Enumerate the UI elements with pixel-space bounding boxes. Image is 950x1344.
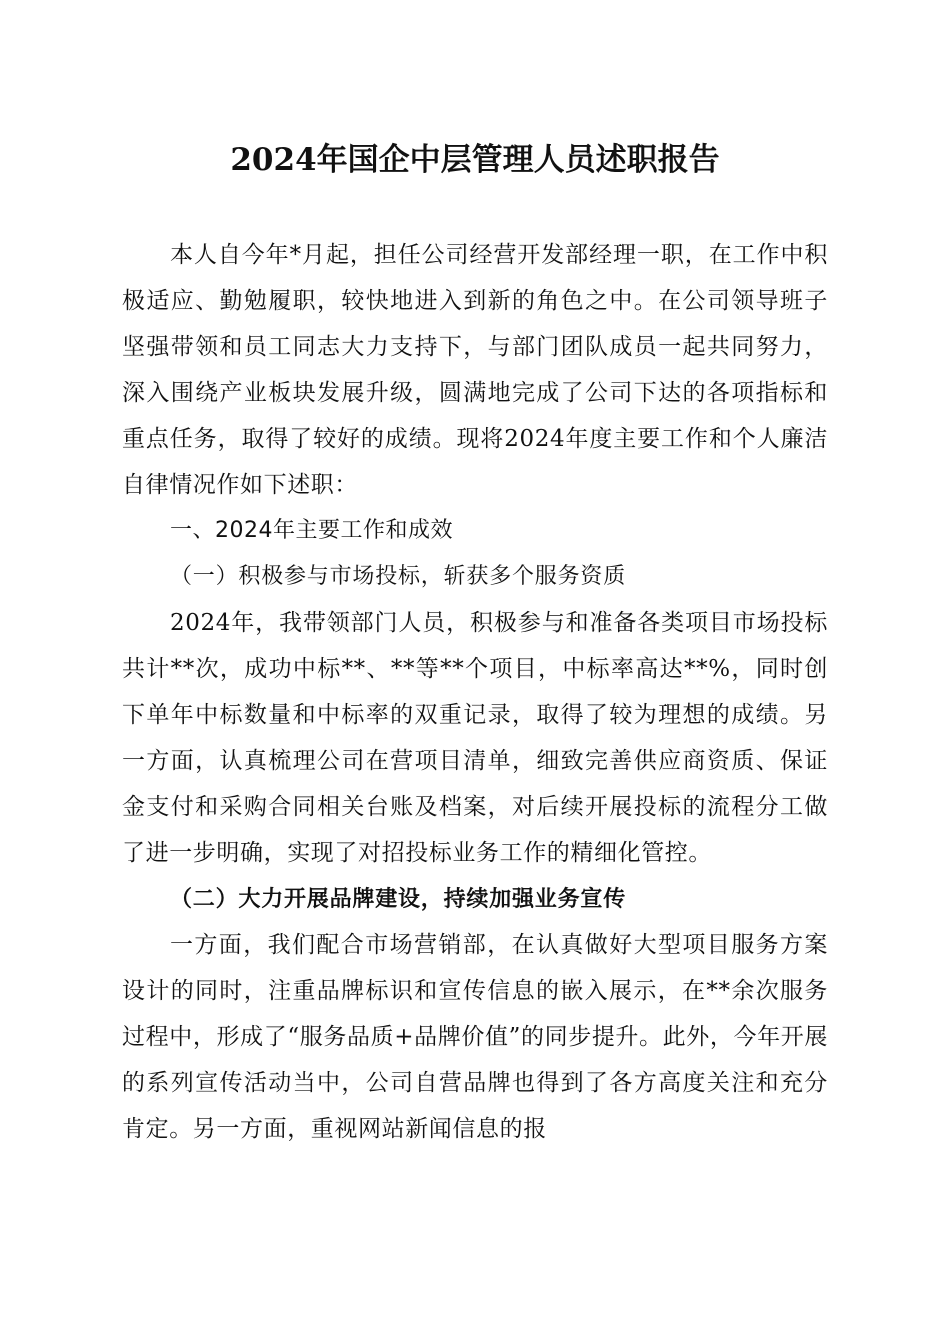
subsection-1-paragraph: 2024年，我带领部门人员，积极参与和准备各类项目市场投标共计**次，成功中标**、**等**个项目，中标率高达**%，同时创下单年中标数量和中标率的双重记录，取得了较为理想的成绩。另一方面，认真梳理公司在营项目清单，细致完善供应商资质、保证金支付和采购合同相关台账及档案，对后续开展投标的流程分工做了进一步明确，实现了对招投标业务工作的精细化管控。 xyxy=(122,610,828,866)
section-heading-1: 一、2024年主要工作和成效 xyxy=(170,518,453,543)
intro-paragraph: 本人自今年*月起，担任公司经营开发部经理一职，在工作中积极适应、勤勉履职，较快地进入到新的角色之中。在公司领导班子坚强带领和员工同志大力支持下，与部门团队成员一起共同努力，深入围绕产业板块发展升级，圆满地完成了公司下达的各项指标和重点任务，取得了较好的成绩。现将2024年度主要工作和个人廉洁自律情况作如下述职： xyxy=(122,242,828,498)
subsection-heading-2: （二）大力开展品牌建设，持续加强业务宣传 xyxy=(170,886,627,912)
subsection-heading-1: （一）积极参与市场投标，斩获多个服务资质 xyxy=(170,564,627,589)
document-body xyxy=(122,232,828,1152)
document-title: 2024年国企中层管理人员述职报告 xyxy=(230,142,720,178)
subsection-2-paragraph: 一方面，我们配合市场营销部，在认真做好大型项目服务方案设计的同时，注重品牌标识和宣传信息的嵌入展示，在**余次服务过程中，形成了“服务品质+品牌价值”的同步提升。此外，今年开展的系列宣传活动当中，公司自营品牌也得到了各方高度关注和充分肯定。另一方面，重视网站新闻信息的报 xyxy=(122,932,828,1142)
